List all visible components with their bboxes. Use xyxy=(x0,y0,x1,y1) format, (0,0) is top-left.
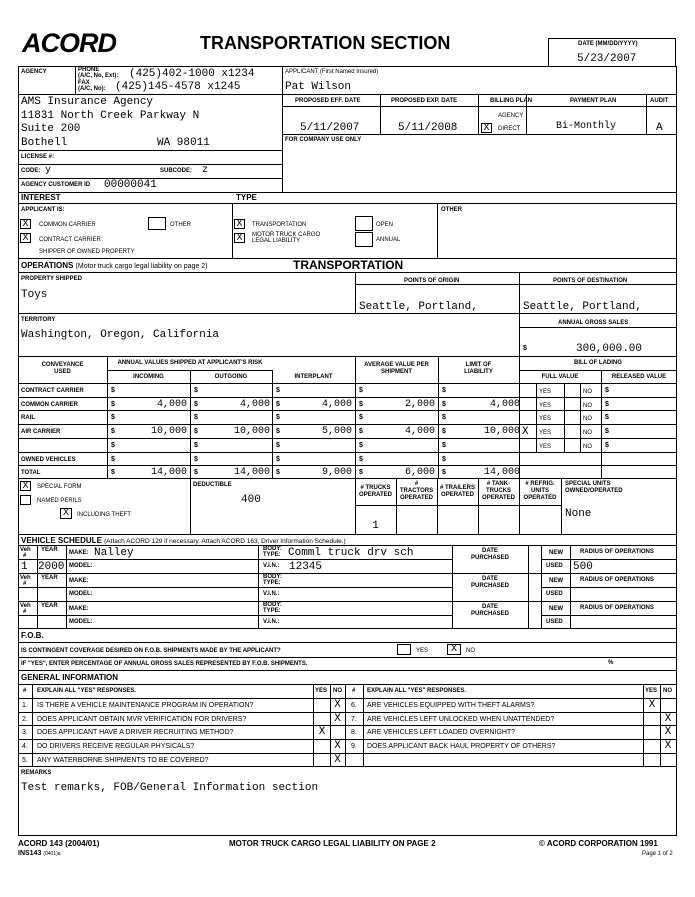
gross-sales-dollar: $ xyxy=(523,345,527,352)
general-hash-left: # xyxy=(23,688,27,694)
mtc-label-2: LEGAL LIABILITY xyxy=(252,238,301,244)
value-incoming[interactable]: 10,000 xyxy=(150,426,187,437)
value-limit[interactable]: 14,000 xyxy=(483,467,520,478)
applicant-is-label: APPLICANT IS: xyxy=(21,207,65,213)
eff-date-label: PROPOSED EFF. DATE xyxy=(295,98,361,104)
vehicle-vin-label: V.I.N.: xyxy=(263,563,280,569)
vehicle-1-number[interactable]: 1 xyxy=(21,561,28,573)
refrig-label-2: UNITS xyxy=(531,488,549,494)
conveyance-row-label: COMMON CARRIER xyxy=(21,402,78,408)
dollar-sign: $ xyxy=(359,401,363,408)
billing-agency-option[interactable]: AGENCY xyxy=(498,113,524,119)
dollar-sign: $ xyxy=(442,387,446,394)
full-value-mark[interactable]: X xyxy=(522,426,529,438)
vehicle-type-label: TYPE: xyxy=(263,608,281,614)
other-checkbox[interactable] xyxy=(148,217,166,230)
dollar-sign: $ xyxy=(359,469,363,476)
general-q-number: 7. xyxy=(351,716,357,723)
vehicle-model-label: MODEL: xyxy=(69,619,93,625)
tank-label-1: # TANK- xyxy=(486,481,511,487)
outgoing-label: OUTGOING xyxy=(214,374,248,380)
value-interplant[interactable]: 9,000 xyxy=(321,467,352,478)
tractors-label-1: # xyxy=(414,481,419,487)
released-dollar: $ xyxy=(605,442,609,449)
special-form-checkbox[interactable]: X xyxy=(20,481,31,491)
dollar-sign: $ xyxy=(359,442,363,449)
deductible-field[interactable]: 400 xyxy=(241,494,261,506)
vehicle-year-label: YEAR xyxy=(41,547,58,553)
special-units-label-2: OWNED/OPERATED xyxy=(565,488,623,494)
trailers-label-1: # TRAILERS xyxy=(439,485,475,491)
dollar-sign: $ xyxy=(276,414,280,421)
bol-no-label: NO xyxy=(583,416,592,422)
deductible-label: DEDUCTIBLE xyxy=(193,482,232,488)
vehicle-make-label: MAKE: xyxy=(69,578,89,584)
general-q-text: ARE VEHICLES LEFT LOADED OVERNIGHT? xyxy=(367,729,516,736)
dollar-sign: $ xyxy=(194,442,198,449)
value-avg[interactable]: 4,000 xyxy=(404,426,435,437)
type-other-label: OTHER xyxy=(441,207,462,213)
vehicle-1-body[interactable]: Comml truck drv sch xyxy=(288,547,414,559)
tractors-label-3: OPERATED xyxy=(400,495,433,501)
vehicle-model-label: MODEL: xyxy=(69,591,93,597)
dollar-sign: $ xyxy=(111,414,115,421)
vehicle-new-label: NEW xyxy=(549,578,563,584)
dollar-sign: $ xyxy=(194,401,198,408)
footer-form-id-2 xyxy=(18,850,61,857)
mtc-label-1: MOTOR TRUCK CARGO xyxy=(252,232,321,238)
general-no-mark[interactable]: X xyxy=(334,754,341,766)
property-shipped-label: PROPERTY SHIPPED xyxy=(21,276,82,282)
form-title: TRANSPORTATION SECTION xyxy=(200,33,451,53)
including-theft-checkbox[interactable]: X xyxy=(60,508,72,519)
dollar-sign: $ xyxy=(276,456,280,463)
agency-city[interactable]: Bothell xyxy=(21,137,68,149)
general-q-text: DOES APPLICANT OBTAIN MVR VERIFICATION FOR DRIVERS? xyxy=(37,716,247,723)
dollar-sign: $ xyxy=(359,387,363,394)
common-carrier-checkbox[interactable]: X xyxy=(20,219,31,229)
contract-carrier-checkbox[interactable]: X xyxy=(20,233,31,243)
avg-value-label-1: AVERAGE VALUE PER xyxy=(364,362,429,368)
tractors-label-2: TRACTORS xyxy=(399,488,434,494)
operations-note: (Motor truck cargo legal liability on page 2) xyxy=(75,263,208,270)
vehicle-purchased-label: PURCHASED xyxy=(470,583,509,589)
vehicle-radius-label: RADIUS OF OPERATIONS xyxy=(580,577,654,583)
dollar-sign: $ xyxy=(276,401,280,408)
general-q-number: 8. xyxy=(351,729,357,736)
bill-of-lading-label: BILL OF LADING xyxy=(574,360,622,366)
including-theft-label: INCLUDING THEFT xyxy=(77,512,131,518)
phone-label: PHONE xyxy=(78,67,100,73)
dollar-sign: $ xyxy=(111,387,115,394)
open-label: OPEN xyxy=(376,222,394,228)
vehicle-type-label: TYPE: xyxy=(263,552,281,558)
vehicle-hash-label: # xyxy=(23,609,27,615)
general-explain-right: EXPLAIN ALL "YES" RESPONSES. xyxy=(367,688,467,694)
eff-date-field[interactable]: 5/11/2007 xyxy=(300,122,360,134)
named-perils-checkbox[interactable] xyxy=(20,495,31,505)
dollar-sign: $ xyxy=(359,456,363,463)
vehicle-schedule-title: VEHICLE SCHEDULE xyxy=(21,536,102,545)
annual-values-label: ANNUAL VALUES SHIPPED AT APPLICANT'S RISK xyxy=(117,360,263,366)
fax-field[interactable]: (425)145-4578 x1245 xyxy=(115,81,241,93)
agency-state-zip[interactable]: WA 98011 xyxy=(157,137,210,149)
fax-label: FAX xyxy=(78,80,90,86)
general-q-number: 5. xyxy=(22,757,28,764)
agency-address-1[interactable]: 11831 North Creek Parkway N xyxy=(21,110,200,122)
interplant-label: INTERPLANT xyxy=(294,374,333,380)
subcode-field[interactable]: z xyxy=(202,165,209,176)
transportation-checkbox[interactable]: X xyxy=(234,219,245,229)
agency-name[interactable]: AMS Insurance Agency xyxy=(21,96,154,108)
general-yes-mark[interactable]: X xyxy=(648,699,656,711)
dollar-sign: $ xyxy=(276,469,280,476)
fax-sub: (A/C, No): xyxy=(78,86,106,92)
value-avg[interactable]: 6,000 xyxy=(404,467,435,478)
date-value[interactable]: 5/23/2007 xyxy=(577,53,637,65)
general-q-number: 1. xyxy=(22,702,28,709)
conveyance-row-label: CONTRACT CARRIER xyxy=(21,388,84,394)
released-dollar: $ xyxy=(605,428,609,435)
agency-label: AGENCY xyxy=(21,69,47,75)
operations-heading: TRANSPORTATION xyxy=(293,258,404,272)
dollar-sign: $ xyxy=(111,469,115,476)
dollar-sign: $ xyxy=(442,456,446,463)
vehicle-schedule-heading xyxy=(21,536,346,545)
value-incoming[interactable]: 4,000 xyxy=(156,399,187,410)
company-use-label: FOR COMPANY USE ONLY xyxy=(285,137,362,143)
code-field[interactable]: y xyxy=(45,165,52,176)
value-outgoing[interactable]: 14,000 xyxy=(233,467,270,478)
conveyance-row-label: TOTAL xyxy=(21,470,41,476)
vehicle-1-radius[interactable]: 500 xyxy=(573,561,593,573)
trucks-field[interactable]: 1 xyxy=(372,520,379,532)
dollar-sign: $ xyxy=(194,428,198,435)
avg-value-label-2: SHIPMENT xyxy=(380,369,412,375)
dollar-sign: $ xyxy=(442,428,446,435)
fob-yes-label: YES xyxy=(416,648,429,654)
vehicle-vin-label: V.I.N.: xyxy=(263,619,280,625)
payment-plan-field[interactable]: Bi-Monthly xyxy=(556,121,617,132)
acord-logo: ACORD xyxy=(22,28,116,58)
bol-yes-label: YES xyxy=(539,416,552,422)
bol-yes-label: YES xyxy=(539,430,552,436)
customer-id-label: AGENCY CUSTOMER ID xyxy=(21,182,91,188)
exp-date-label: PROPOSED EXP. DATE xyxy=(391,98,458,104)
bol-no-label: NO xyxy=(583,389,592,395)
vehicle-date-label: DATE xyxy=(482,604,498,610)
trucks-label-2: OPERATED xyxy=(359,492,392,498)
dollar-sign: $ xyxy=(276,387,280,394)
vehicle-body-label: BODY: xyxy=(263,602,282,608)
bol-no-label: NO xyxy=(583,403,592,409)
vehicle-veh-label: Veh xyxy=(20,603,31,609)
vehicle-used-label: USED xyxy=(546,619,563,625)
footer-center-note: MOTOR TRUCK CARGO LEGAL LIABILITY ON PAGE 2 xyxy=(229,839,436,848)
released-value-label: RELEASED VALUE xyxy=(611,374,667,380)
general-q-number: 9. xyxy=(351,743,357,750)
limit-label-2: LIABILITY xyxy=(464,369,493,375)
general-q-number: 2. xyxy=(22,716,28,723)
code-label: CODE: xyxy=(21,168,41,174)
vehicle-veh-label: Veh xyxy=(20,547,31,553)
vehicle-model-label: MODEL: xyxy=(69,563,93,569)
general-no-mark[interactable]: X xyxy=(334,713,341,725)
value-incoming[interactable]: 14,000 xyxy=(150,467,187,478)
vehicle-1-year[interactable]: 2000 xyxy=(38,561,65,573)
applicant-label: APPLICANT (First Named Insured) xyxy=(285,69,379,75)
special-form-label: SPECIAL FORM xyxy=(37,484,82,490)
vehicle-year-label: YEAR xyxy=(41,575,58,581)
destination-label: POINTS OF DESTINATION xyxy=(553,278,628,284)
audit-field[interactable]: A xyxy=(656,122,663,134)
dollar-sign: $ xyxy=(194,387,198,394)
dollar-sign: $ xyxy=(111,442,115,449)
territory-field[interactable]: Washington, Oregon, California xyxy=(21,329,220,341)
vehicle-used-label: USED xyxy=(546,591,563,597)
vehicle-purchased-label: PURCHASED xyxy=(470,611,509,617)
released-dollar: $ xyxy=(605,414,609,421)
full-value-label: FULL VALUE xyxy=(541,374,579,380)
incoming-label: INCOMING xyxy=(133,374,164,380)
conveyance-row-label: AIR CARRIER xyxy=(21,429,61,435)
bol-yes-label: YES xyxy=(539,444,552,450)
fob-percent-sign: % xyxy=(608,660,614,666)
dollar-sign: $ xyxy=(276,428,280,435)
gross-sales-field[interactable]: 300,000.00 xyxy=(576,343,643,355)
contract-carrier-label: CONTRACT CARRIER xyxy=(39,237,101,243)
general-q-text: ARE VEHICLES LEFT UNLOCKED WHEN UNATTENDED? xyxy=(367,716,555,723)
value-interplant[interactable]: 4,000 xyxy=(321,399,352,410)
vehicle-make-label: MAKE: xyxy=(69,606,89,612)
audit-label: AUDIT xyxy=(650,98,669,104)
dollar-sign: $ xyxy=(442,442,446,449)
fob-yes-checkbox[interactable] xyxy=(397,644,411,655)
general-q-text: DOES APPLICANT BACK HAUL PROPERTY OF OTHERS? xyxy=(367,743,556,750)
subcode-label: SUBCODE: xyxy=(160,168,193,174)
billing-plan-label: BILLING PLAN xyxy=(490,98,532,104)
general-no-left: NO xyxy=(333,688,342,694)
general-yes-mark[interactable]: X xyxy=(318,726,326,738)
general-q-text: DOES APPLICANT HAVE A DRIVER RECRUITING METHOD? xyxy=(37,729,234,736)
general-explain-left: EXPLAIN ALL "YES" RESPONSES. xyxy=(37,688,137,694)
general-no-mark[interactable]: X xyxy=(664,726,672,738)
refrig-label-3: OPERATED xyxy=(523,495,557,501)
bol-yes-label: YES xyxy=(539,389,552,395)
released-dollar: $ xyxy=(605,401,609,408)
dollar-sign: $ xyxy=(194,469,198,476)
footer-form-code: INS143 xyxy=(18,850,42,857)
billing-direct-checkbox[interactable]: X xyxy=(481,123,492,133)
vehicle-body-label: BODY: xyxy=(263,546,282,552)
payment-plan-label: PAYMENT PLAN xyxy=(570,98,617,104)
general-hash-right: # xyxy=(352,688,356,694)
value-interplant[interactable]: 5,000 xyxy=(321,426,352,437)
dollar-sign: $ xyxy=(442,469,446,476)
remarks-field[interactable]: Test remarks, FOB/General Information section xyxy=(21,782,319,794)
trucks-label-1: # TRUCKS xyxy=(360,485,391,491)
vehicle-purchased-label: PURCHASED xyxy=(470,555,509,561)
agency-address-2[interactable]: Suite 200 xyxy=(21,123,81,135)
dollar-sign: $ xyxy=(359,428,363,435)
general-no-mark[interactable]: X xyxy=(334,740,341,752)
type-section-title: TYPE xyxy=(236,193,257,202)
fob-no-checkbox[interactable]: X xyxy=(447,644,461,655)
vehicle-veh-label: Veh xyxy=(20,575,31,581)
footer-form-id: ACORD 143 (2004/01) xyxy=(18,839,100,848)
fob-question-2: IF "YES", ENTER PERCENTAGE OF ANNUAL GROSS SALES REPRESENTED BY F.O.B. SHIPMENTS. xyxy=(21,661,308,667)
general-yes-left: YES xyxy=(315,688,328,694)
general-q-number: 4. xyxy=(22,743,28,750)
tank-label-2: TRUCKS xyxy=(486,488,511,494)
dollar-sign: $ xyxy=(111,428,115,435)
billing-direct-option[interactable]: DIRECT xyxy=(498,126,521,132)
vehicle-schedule-note: (Attach ACORD 129 if necessary. Attach ACORD 163, Driver Information Schedule.) xyxy=(104,538,346,545)
conveyance-label-1: CONVEYANCE xyxy=(41,362,84,368)
gross-sales-label: ANNUAL GROSS SALES xyxy=(558,320,629,326)
general-q-text: DO DRIVERS RECEIVE REGULAR PHYSICALS? xyxy=(37,743,195,750)
vehicle-date-label: DATE xyxy=(482,548,498,554)
vehicle-year-label: YEAR xyxy=(41,603,58,609)
vehicle-make-label: MAKE: xyxy=(69,550,89,556)
annual-checkbox[interactable] xyxy=(355,232,373,247)
exp-date-field[interactable]: 5/11/2008 xyxy=(398,122,458,134)
bol-no-label: NO xyxy=(583,444,592,450)
phone-sub: (A/C, No, Ext): xyxy=(78,73,119,79)
conveyance-label-2: USED xyxy=(54,369,71,375)
vehicle-vin-label: V.I.N.: xyxy=(263,591,280,597)
bol-no-label: NO xyxy=(583,430,592,436)
vehicle-date-label: DATE xyxy=(482,576,498,582)
footer-form-code-sub: (0401)a xyxy=(43,851,61,857)
general-q-number: 6. xyxy=(351,702,357,709)
value-limit[interactable]: 4,000 xyxy=(489,399,520,410)
dollar-sign: $ xyxy=(111,401,115,408)
tank-label-3: OPERATED xyxy=(482,495,515,501)
value-limit[interactable]: 10,000 xyxy=(483,426,520,437)
general-info-title: GENERAL INFORMATION xyxy=(21,673,119,682)
value-outgoing[interactable]: 10,000 xyxy=(233,426,270,437)
footer-page: Page 1 of 2 xyxy=(642,851,673,857)
date-label: DATE (MM/DD/YYYY) xyxy=(578,41,638,47)
fob-section-title: F.O.B. xyxy=(21,631,44,640)
footer-copyright: © ACORD CORPORATION 1991 xyxy=(539,839,658,848)
value-avg[interactable]: 2,000 xyxy=(404,399,435,410)
released-dollar: $ xyxy=(605,387,609,394)
general-q-text: ANY WATERBORNE SHIPMENTS TO BE COVERED? xyxy=(37,757,209,764)
general-yes-right: YES xyxy=(645,688,658,694)
vehicle-body-label: BODY: xyxy=(263,574,282,580)
vehicle-new-label: NEW xyxy=(549,606,563,612)
annual-label: ANNUAL xyxy=(376,237,401,243)
special-units-label-1: SPECIAL UNITS xyxy=(565,481,611,487)
dollar-sign: $ xyxy=(276,442,280,449)
bol-yes-label: YES xyxy=(539,403,552,409)
general-q-text: IS THERE A VEHICLE MAINTENANCE PROGRAM IN OPERATION? xyxy=(37,702,254,709)
conveyance-row-label: RAIL xyxy=(21,415,35,421)
property-shipped-field[interactable]: Toys xyxy=(21,289,48,301)
remarks-label: REMARKS xyxy=(21,770,52,776)
customer-id-field[interactable]: 00000041 xyxy=(104,179,157,191)
vehicle-radius-label: RADIUS OF OPERATIONS xyxy=(580,549,654,555)
destination-field[interactable]: Seattle, Portland, xyxy=(523,301,642,313)
dollar-sign: $ xyxy=(194,456,198,463)
special-units-field[interactable]: None xyxy=(565,508,592,520)
vehicle-1-vin[interactable]: 12345 xyxy=(289,561,323,573)
refrig-label-1: # REFRIG. xyxy=(525,481,555,487)
operations-title: OPERATIONS xyxy=(21,261,74,270)
general-q-text: ARE VEHICLES EQUIPPED WITH THEFT ALARMS? xyxy=(367,702,535,709)
named-perils-label: NAMED PERILS xyxy=(37,498,82,504)
value-outgoing[interactable]: 4,000 xyxy=(239,399,270,410)
license-label: LICENSE #: xyxy=(21,154,55,160)
interest-section-title: INTEREST xyxy=(21,193,61,202)
trailers-label-2: OPERATED xyxy=(441,492,474,498)
dollar-sign: $ xyxy=(442,414,446,421)
phone-field[interactable]: (425)402-1000 x1234 xyxy=(129,68,255,80)
open-checkbox[interactable] xyxy=(355,216,373,231)
shipper-label: SHIPPER OF OWNED PROPERTY xyxy=(39,249,135,255)
limit-label-1: LIMIT OF xyxy=(465,362,492,368)
vehicle-hash-label: # xyxy=(23,581,27,587)
origin-label: POINTS OF ORIGIN xyxy=(404,278,460,284)
applicant-name[interactable]: Pat Wilson xyxy=(285,81,352,93)
dollar-sign: $ xyxy=(442,401,446,408)
general-no-mark[interactable]: X xyxy=(664,713,672,725)
other-label: OTHER xyxy=(170,222,191,228)
operations-section-title xyxy=(21,261,207,270)
general-q-number: 3. xyxy=(22,729,28,736)
territory-label: TERRITORY xyxy=(21,317,56,323)
dollar-sign: $ xyxy=(359,414,363,421)
general-no-mark[interactable]: X xyxy=(664,740,672,752)
fob-question-1: IS CONTINGENT COVERAGE DESIRED ON F.O.B. SHIPMENTS MADE BY THE APPLICANT? xyxy=(21,648,281,654)
general-no-right: NO xyxy=(663,688,672,694)
mtc-checkbox[interactable]: X xyxy=(234,233,245,243)
fob-no-label: NO xyxy=(466,648,475,654)
vehicle-1-make[interactable]: Nalley xyxy=(94,547,134,559)
vehicle-used-label: USED xyxy=(546,563,563,569)
common-carrier-label: COMMON CARRIER xyxy=(39,222,96,228)
vehicle-type-label: TYPE: xyxy=(263,580,281,586)
vehicle-radius-label: RADIUS OF OPERATIONS xyxy=(580,605,654,611)
dollar-sign: $ xyxy=(194,414,198,421)
vehicle-hash-label: # xyxy=(23,553,27,559)
dollar-sign: $ xyxy=(111,456,115,463)
origin-field[interactable]: Seattle, Portland, xyxy=(359,301,478,313)
vehicle-new-label: NEW xyxy=(549,550,563,556)
conveyance-row-label: OWNED VEHICLES xyxy=(21,457,76,463)
transportation-label: TRANSPORTATION xyxy=(252,222,307,228)
general-no-mark[interactable]: X xyxy=(334,699,341,711)
